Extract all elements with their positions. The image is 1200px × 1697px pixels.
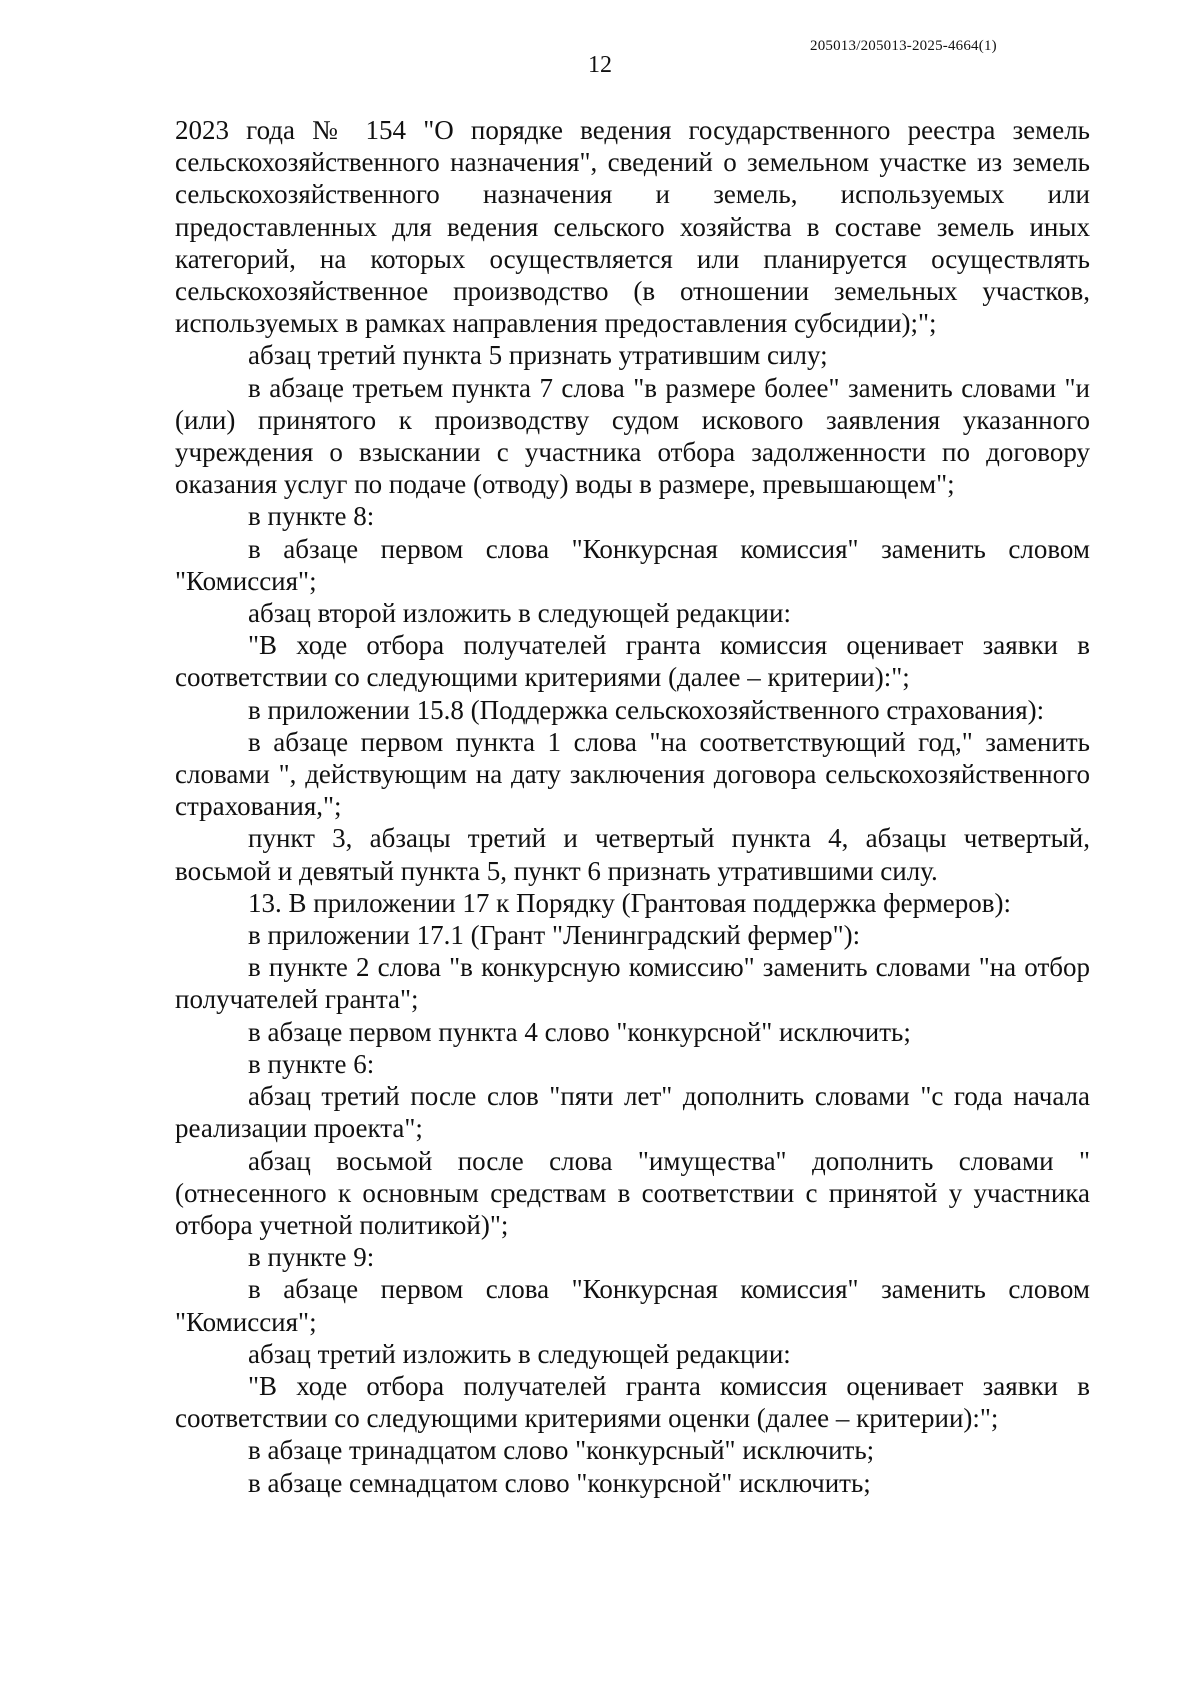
- paragraph-7: "В ходе отбора получателей гранта комиссия оценивает заявки в соответствии со следующими критериями (далее – критерии):";: [175, 630, 1090, 693]
- paragraph-5: в абзаце первом слова "Конкурсная комиссия" заменить словом "Комиссия";: [175, 533, 1090, 596]
- paragraph-8: в приложении 15.8 (Поддержка сельскохозяйственного страхования):: [248, 694, 1045, 725]
- document-body: [175, 114, 1090, 1499]
- paragraph-9: в абзаце первом пункта 1 слова "на соответствующий год," заменить словами ", действующим на дату заключения договора сельскохозяйственного страхования,";: [175, 726, 1090, 822]
- paragraph-17: абзац восьмой после слова "имущества" дополнить словами "(отнесенного к основным средствам в соответствии с принятой у участника отбора учетной политикой)";: [175, 1145, 1090, 1240]
- paragraph-10: пункт 3, абзацы третий и четвертый пункта 4, абзацы четвертый, восьмой и девятый пункта 5, пункт 6 признать утратившими силу.: [175, 823, 1090, 886]
- paragraph-22: в абзаце тринадцатом слово "конкурсный" исключить;: [248, 1435, 875, 1466]
- document-registration-number: 205013/205013-2025-4664(1): [810, 38, 997, 54]
- paragraph-4: в пункте 8:: [248, 501, 375, 532]
- paragraph-2: абзац третий пункта 5 признать утратившим силу;: [248, 340, 828, 371]
- paragraph-13: в пункте 2 слова "в конкурсную комиссию" заменить словами "на отбор получателей гранта";: [175, 952, 1090, 1015]
- paragraph-15: в пункте 6:: [248, 1048, 375, 1079]
- paragraph-23: в абзаце семнадцатом слово "конкурсной" исключить;: [248, 1467, 871, 1498]
- paragraph-18: в пункте 9:: [248, 1242, 375, 1273]
- page-number: 12: [588, 52, 612, 78]
- paragraph-12: в приложении 17.1 (Грант "Ленинградский фермер"):: [248, 920, 861, 951]
- paragraph-11: 13. В приложении 17 к Порядку (Грантовая поддержка фермеров):: [248, 887, 1012, 918]
- paragraph-1: 2023 года № 154 "О порядке ведения государственного реестра земель сельскохозяйственного назначения", сведений о земельном участке из земель сельскохозяйственного назначения и земель, используемых или предоставленных для ведения сельского хозяйства в составе земель иных категорий, на которых осуществляется или планируется осуществлять сельскохозяйственное производство (в отношении земельных участков, используемых в рамках направления предоставления субсидии);";: [175, 115, 1090, 339]
- paragraph-20: абзац третий изложить в следующей редакции:: [248, 1338, 791, 1369]
- paragraph-19: в абзаце первом слова "Конкурсная комиссия" заменить словом "Комиссия";: [175, 1274, 1090, 1337]
- paragraph-16: абзац третий после слов "пяти лет" дополнить словами "с года начала реализации проекта";: [175, 1081, 1090, 1144]
- paragraph-21: "В ходе отбора получателей гранта комиссия оценивает заявки в соответствии со следующими критериями оценки (далее – критерии):";: [175, 1370, 1090, 1434]
- paragraph-3: в абзаце третьем пункта 7 слова "в размере более" заменить словами "и (или) принятого к производству судом искового заявления указанного учреждения о взыскании с участника отбора задолженности по договору оказания услуг по подаче (отводу) воды в размере, превышающем";: [175, 372, 1090, 500]
- paragraph-14: в абзаце первом пункта 4 слово "конкурсной" исключить;: [248, 1016, 911, 1047]
- paragraph-6: абзац второй изложить в следующей редакции:: [248, 598, 791, 629]
